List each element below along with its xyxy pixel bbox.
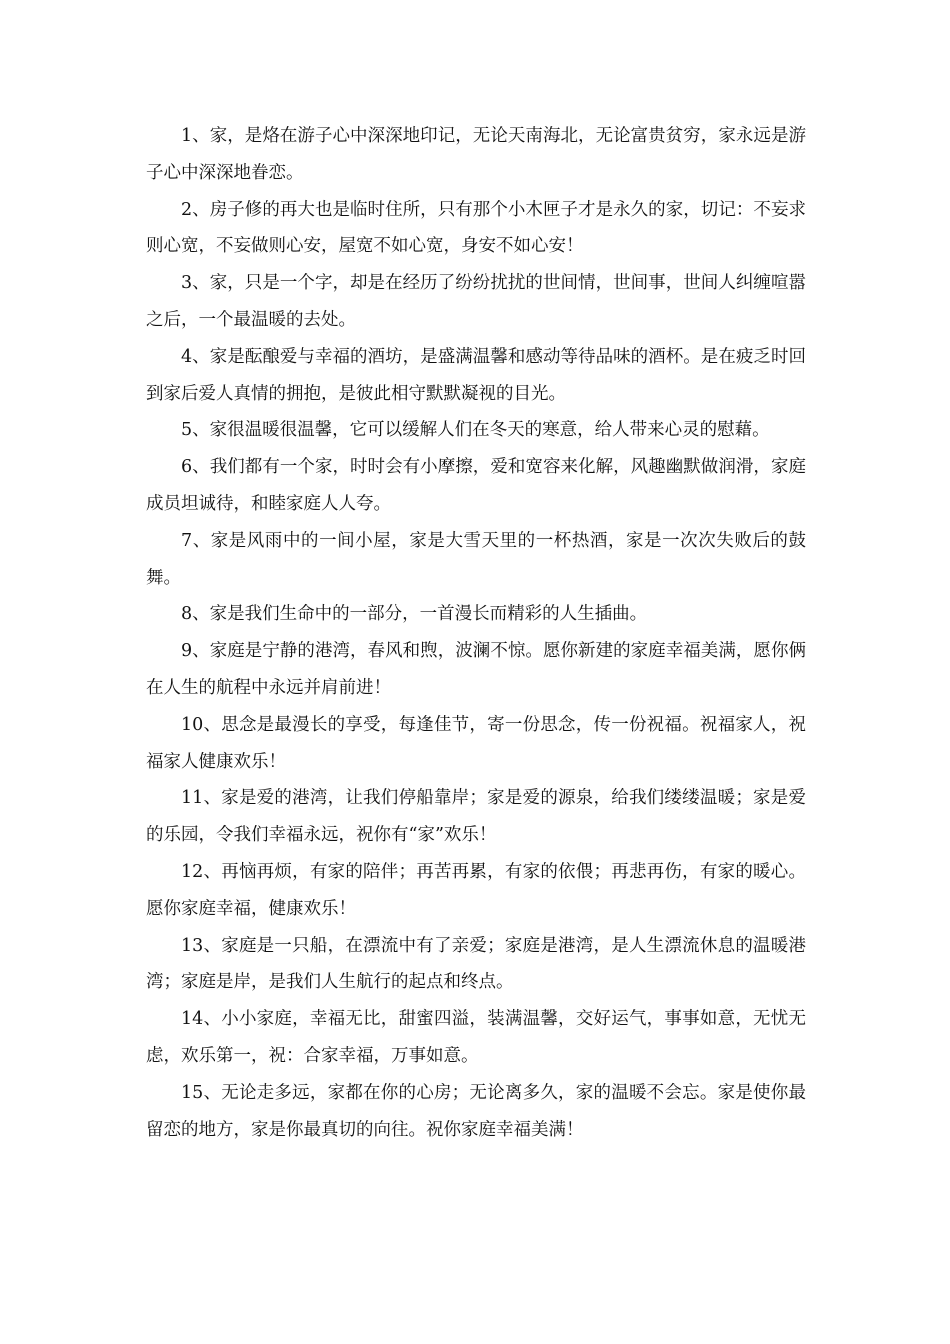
- paragraph-11: 11、家是爱的港湾，让我们停船靠岸；家是爱的源泉，给我们缕缕温暖；家是爱的乐园，令我们幸福永远，祝你有“家”欢乐！: [146, 788, 806, 846]
- paragraph-5: 5、家很温暖很温馨，它可以缓解人们在冬天的寒意，给人带来心灵的慰藉。: [181, 420, 770, 441]
- paragraph-13: 13、家庭是一只船，在漂流中有了亲爱；家庭是港湾，是人生漂流休息的温暖港湾；家庭是岸，是我们人生航行的起点和终点。: [146, 935, 806, 993]
- paragraph-4: 4、家是酝酿爱与幸福的酒坊，是盛满温馨和感动等待品味的酒杯。是在疲乏时回到家后爱人真情的拥抱，是彼此相守默默凝视的目光。: [146, 346, 806, 404]
- paragraph-9: 9、家庭是宁静的港湾，春风和煦，波澜不惊。愿你新建的家庭幸福美满，愿你俩在人生的航程中永远并肩前进！: [146, 641, 806, 698]
- paragraph-6: 6、我们都有一个家，时时会有小摩擦，爱和宽容来化解，风趣幽默做润滑，家庭成员坦诚待，和睦家庭人人夸。: [146, 457, 806, 514]
- paragraph-3: 3、家，只是一个字，却是在经历了纷纷扰扰的世间情，世间事，世间人纠缠喧嚣之后，一个最温暖的去处。: [146, 273, 806, 330]
- paragraph-1: 1、家，是烙在游子心中深深地印记，无论天南海北，无论富贵贫穷，家永远是游子心中深深地眷恋。: [146, 126, 806, 183]
- paragraph-14: 14、小小家庭，幸福无比，甜蜜四溢，装满温馨，交好运气，事事如意，无忧无虑，欢乐第一，祝：合家幸福，万事如意。: [146, 1009, 806, 1066]
- paragraph-15: 15、无论走多远，家都在你的心房；无论离多久，家的温暖不会忘。家是使你最留恋的地方，家是你最真切的向往。祝你家庭幸福美满！: [146, 1082, 806, 1140]
- paragraph-2: 2、房子修的再大也是临时住所，只有那个小木匣子才是永久的家，切记：不妄求则心宽，不妄做则心安，屋宽不如心宽，身安不如心安！: [146, 199, 806, 257]
- paragraph-12: 12、再恼再烦，有家的陪伴；再苦再累，有家的依偎；再悲再伤，有家的暖心。愿你家庭幸福，健康欢乐！: [146, 861, 806, 919]
- document-body: [146, 118, 806, 1148]
- paragraph-10: 10、思念是最漫长的享受，每逢佳节，寄一份思念，传一份祝福。祝福家人，祝福家人健康欢乐！: [146, 714, 806, 772]
- paragraph-7: 7、家是风雨中的一间小屋，家是大雪天里的一杯热酒，家是一次次失败后的鼓舞。: [146, 530, 806, 588]
- paragraph-8: 8、家是我们生命中的一部分，一首漫长而精彩的人生插曲。: [181, 604, 648, 625]
